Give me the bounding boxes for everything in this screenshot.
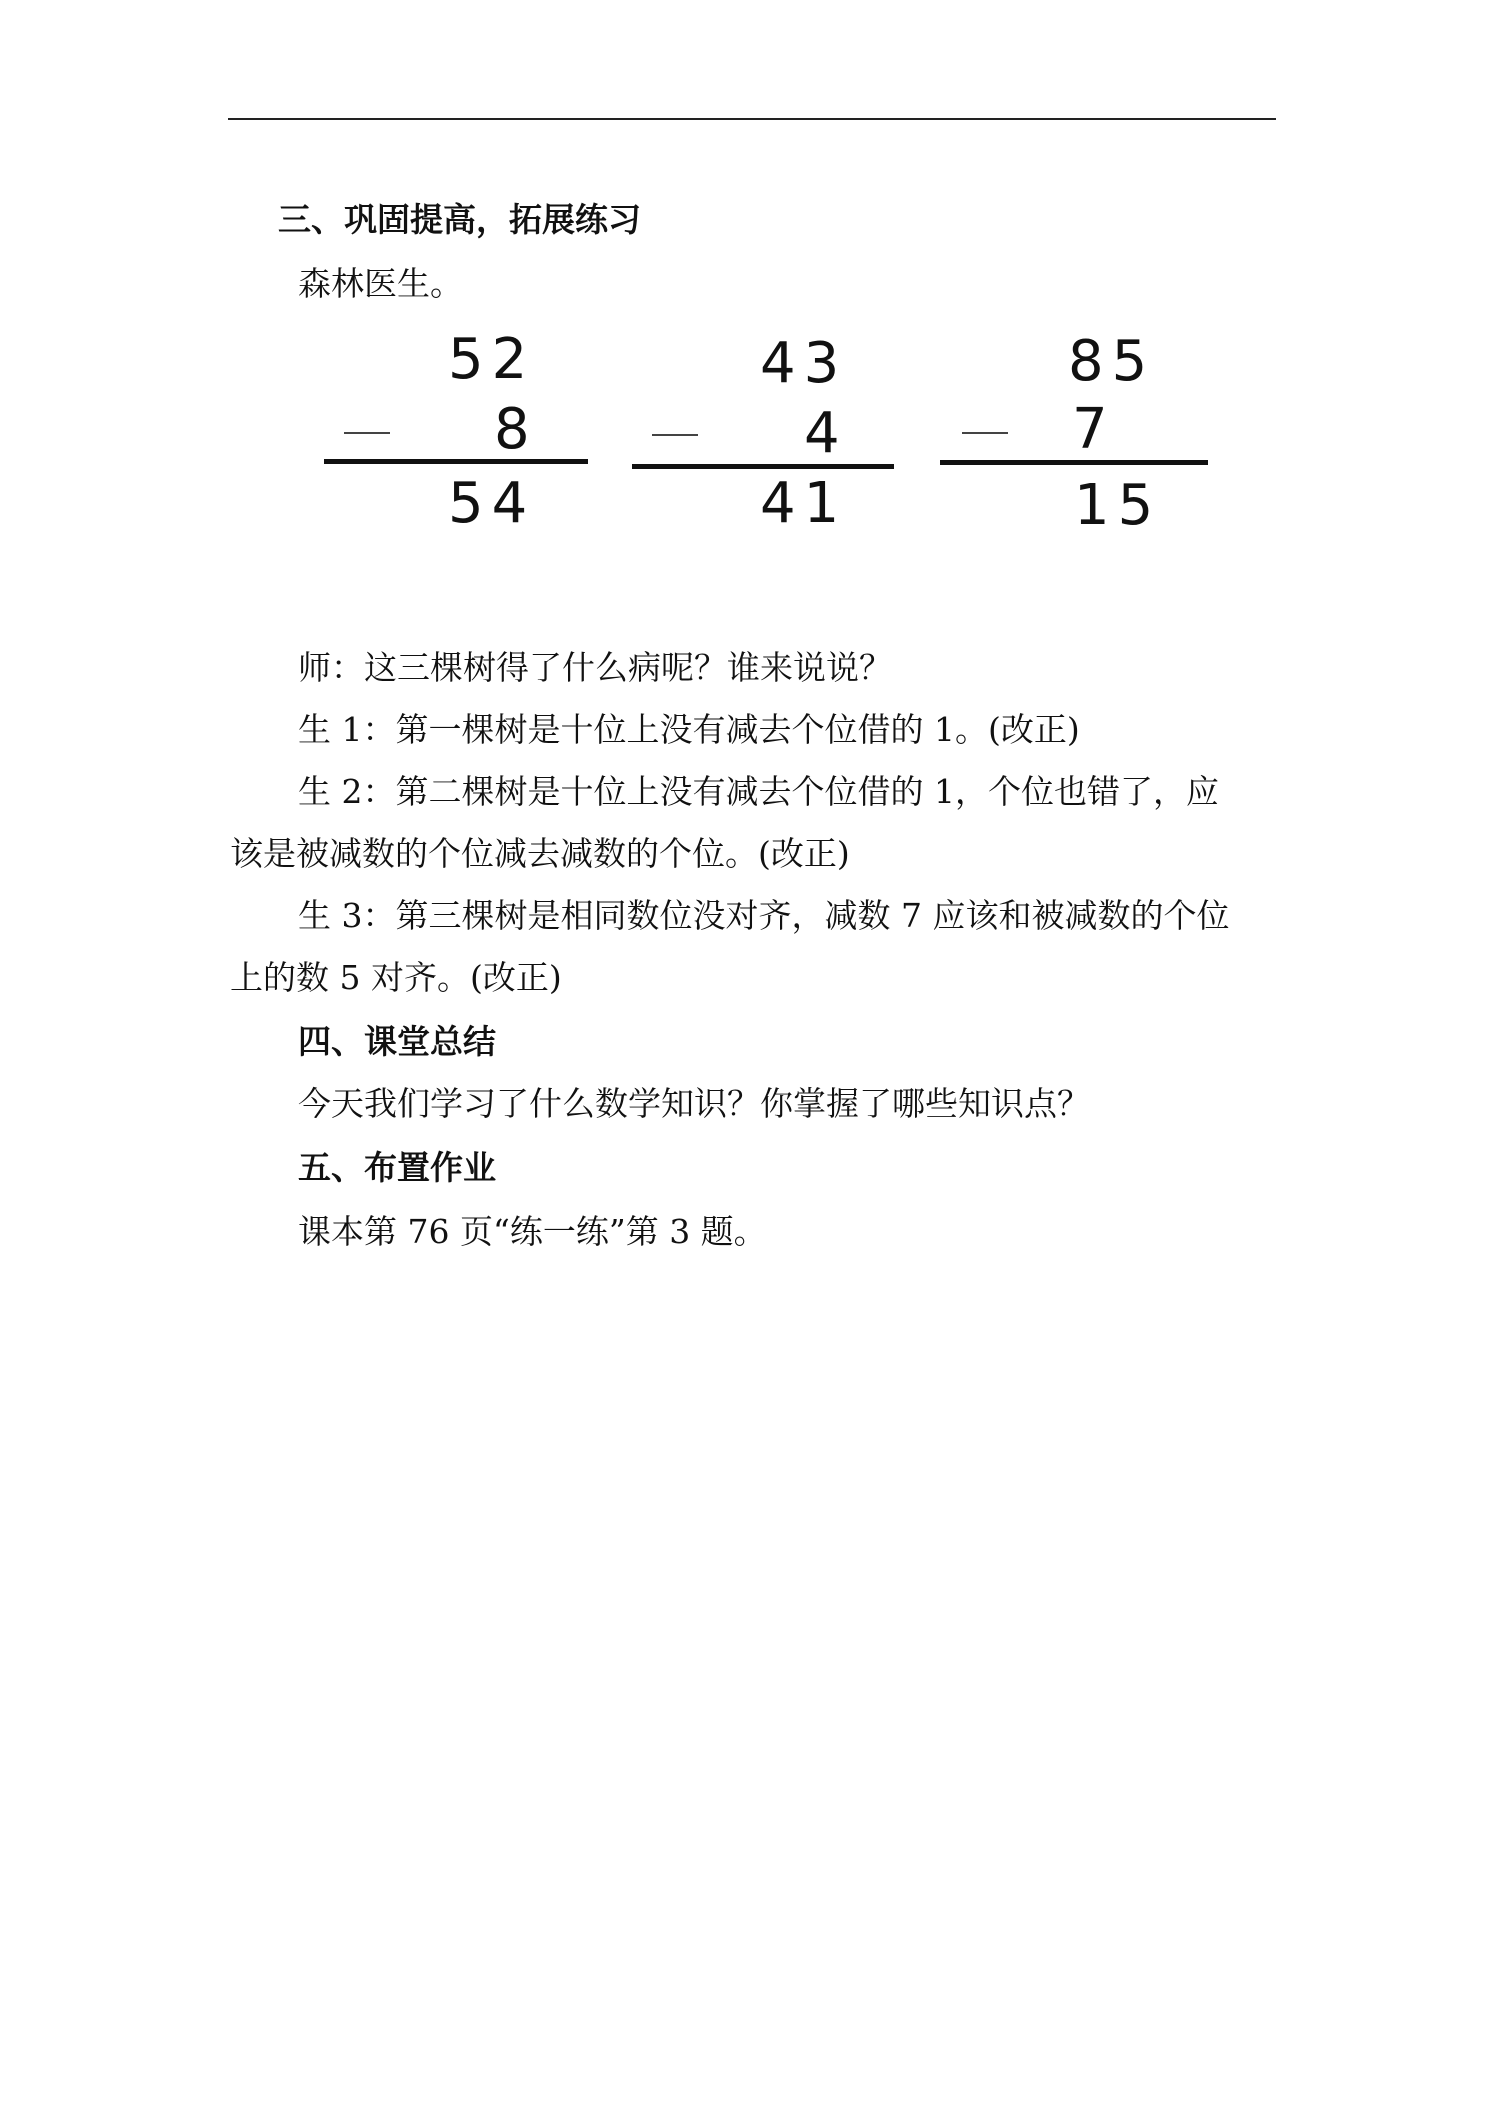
problem-1-minuend: 52 [448,327,536,392]
problem-1-subtrahend: 8 [494,397,538,462]
problem-3-minuend: 85 [1068,329,1156,394]
section5-text: 课本第 76 页“练一练”第 3 题。 [298,1212,767,1251]
problem-3-subtrahend: 7 [1072,397,1116,462]
student-2-answer-line-2: 该是被减数的个位减去减数的个位。(改正) [230,834,850,873]
student-3-answer-line-1: 生 3：第三棵树是相同数位没对齐，减数 7 应该和被减数的个位 [298,896,1230,935]
problem-2-result: 41 [760,471,848,536]
section4-text: 今天我们学习了什么数学知识？你掌握了哪些知识点？ [298,1084,1090,1123]
problem-3-result: 15 [1074,473,1162,538]
problem-2-minuend: 43 [760,331,848,396]
section3-heading: 三、巩固提高，拓展练习 [278,200,641,239]
section5-heading: 五、布置作业 [298,1148,496,1187]
header-rule [228,118,1276,120]
problem-1-result: 54 [448,471,536,536]
problem-3-minus-sign [962,432,1008,434]
problem-3-bar [940,460,1208,465]
student-1-answer: 生 1：第一棵树是十位上没有减去个位借的 1。(改正) [298,710,1080,749]
student-3-answer-line-2: 上的数 5 对齐。(改正) [230,958,562,997]
problem-1-bar [324,459,588,464]
teacher-question: 师：这三棵树得了什么病呢？谁来说说？ [298,648,892,687]
section4-heading: 四、课堂总结 [298,1022,496,1061]
problem-2-minus-sign [652,434,698,436]
student-2-answer-line-1: 生 2：第二棵树是十位上没有减去个位借的 1，个位也错了，应 [298,772,1219,811]
section3-intro: 森林医生。 [298,264,463,303]
problem-2-subtrahend: 4 [804,401,848,466]
problem-2-bar [632,464,894,469]
problem-1-minus-sign [344,432,390,434]
